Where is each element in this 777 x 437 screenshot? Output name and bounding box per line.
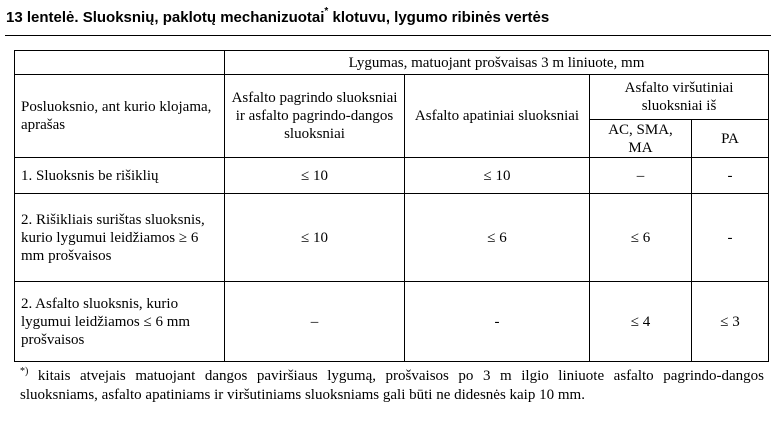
header-row-2 xyxy=(15,75,769,120)
cell-pa: - xyxy=(692,158,769,194)
header-pa: PA xyxy=(692,120,769,158)
cell-ac: ≤ 6 xyxy=(590,194,692,282)
table-row xyxy=(15,194,769,282)
header-base-layers: Asfalto pagrindo sluoksniai ir asfalto pagrindo-dangos sluoksniai xyxy=(225,75,405,158)
footnote xyxy=(20,362,764,405)
footnote-mark: *) xyxy=(20,366,29,377)
header-lower-layers: Asfalto apatiniai sluoksniai xyxy=(405,75,590,158)
row-label: 2. Asfalto sluoksnis, kurio lygumui leidžiamos ≤ 6 mm prošvaisos xyxy=(15,282,225,362)
flatness-limits-table xyxy=(14,50,769,362)
row-label: 1. Sluoksnis be rišiklių xyxy=(15,158,225,194)
cell-base: ≤ 10 xyxy=(225,194,405,282)
table-row xyxy=(15,282,769,362)
cell-base: ≤ 10 xyxy=(225,158,405,194)
header-flatness: Lygumas, matuojant prošvaisas 3 m liniuote, mm xyxy=(225,51,769,75)
title-footnote-mark: * xyxy=(324,6,329,17)
table-title xyxy=(6,8,549,26)
header-corner xyxy=(15,51,225,75)
title-main: 13 lentelė. Sluoksnių, paklotų mechanizuotai xyxy=(6,9,325,26)
cell-ac: – xyxy=(590,158,692,194)
header-ac-sma-ma: AC, SMA, MA xyxy=(590,120,692,158)
cell-base: – xyxy=(225,282,405,362)
row-label: 2. Rišikliais surištas sluoksnis, kurio lygumui leidžiamos ≥ 6 mm prošvaisos xyxy=(15,194,225,282)
title-underline xyxy=(5,35,771,36)
header-upper-layers: Asfalto viršutiniai sluoksniai iš xyxy=(590,75,769,120)
cell-lower: - xyxy=(405,282,590,362)
header-row-1 xyxy=(15,51,769,75)
header-sublayer: Posluoksnio, ant kurio klojama, aprašas xyxy=(15,75,225,158)
footnote-text: kitais atvejais matuojant dangos paviršiaus lygumą, prošvaisos po 3 m ilgio liniuote asfalto pagrindo-dangos sluoksniams, asfalto apatiniams ir viršutiniams sluoksniams gali būti ne didesnės kaip 10 mm. xyxy=(20,368,765,403)
cell-lower: ≤ 6 xyxy=(405,194,590,282)
cell-ac: ≤ 4 xyxy=(590,282,692,362)
cell-lower: ≤ 10 xyxy=(405,158,590,194)
cell-pa: - xyxy=(692,194,769,282)
title-rest: klotuvu, lygumo ribinės vertės xyxy=(332,9,550,26)
table-row xyxy=(15,158,769,194)
cell-pa: ≤ 3 xyxy=(692,282,769,362)
